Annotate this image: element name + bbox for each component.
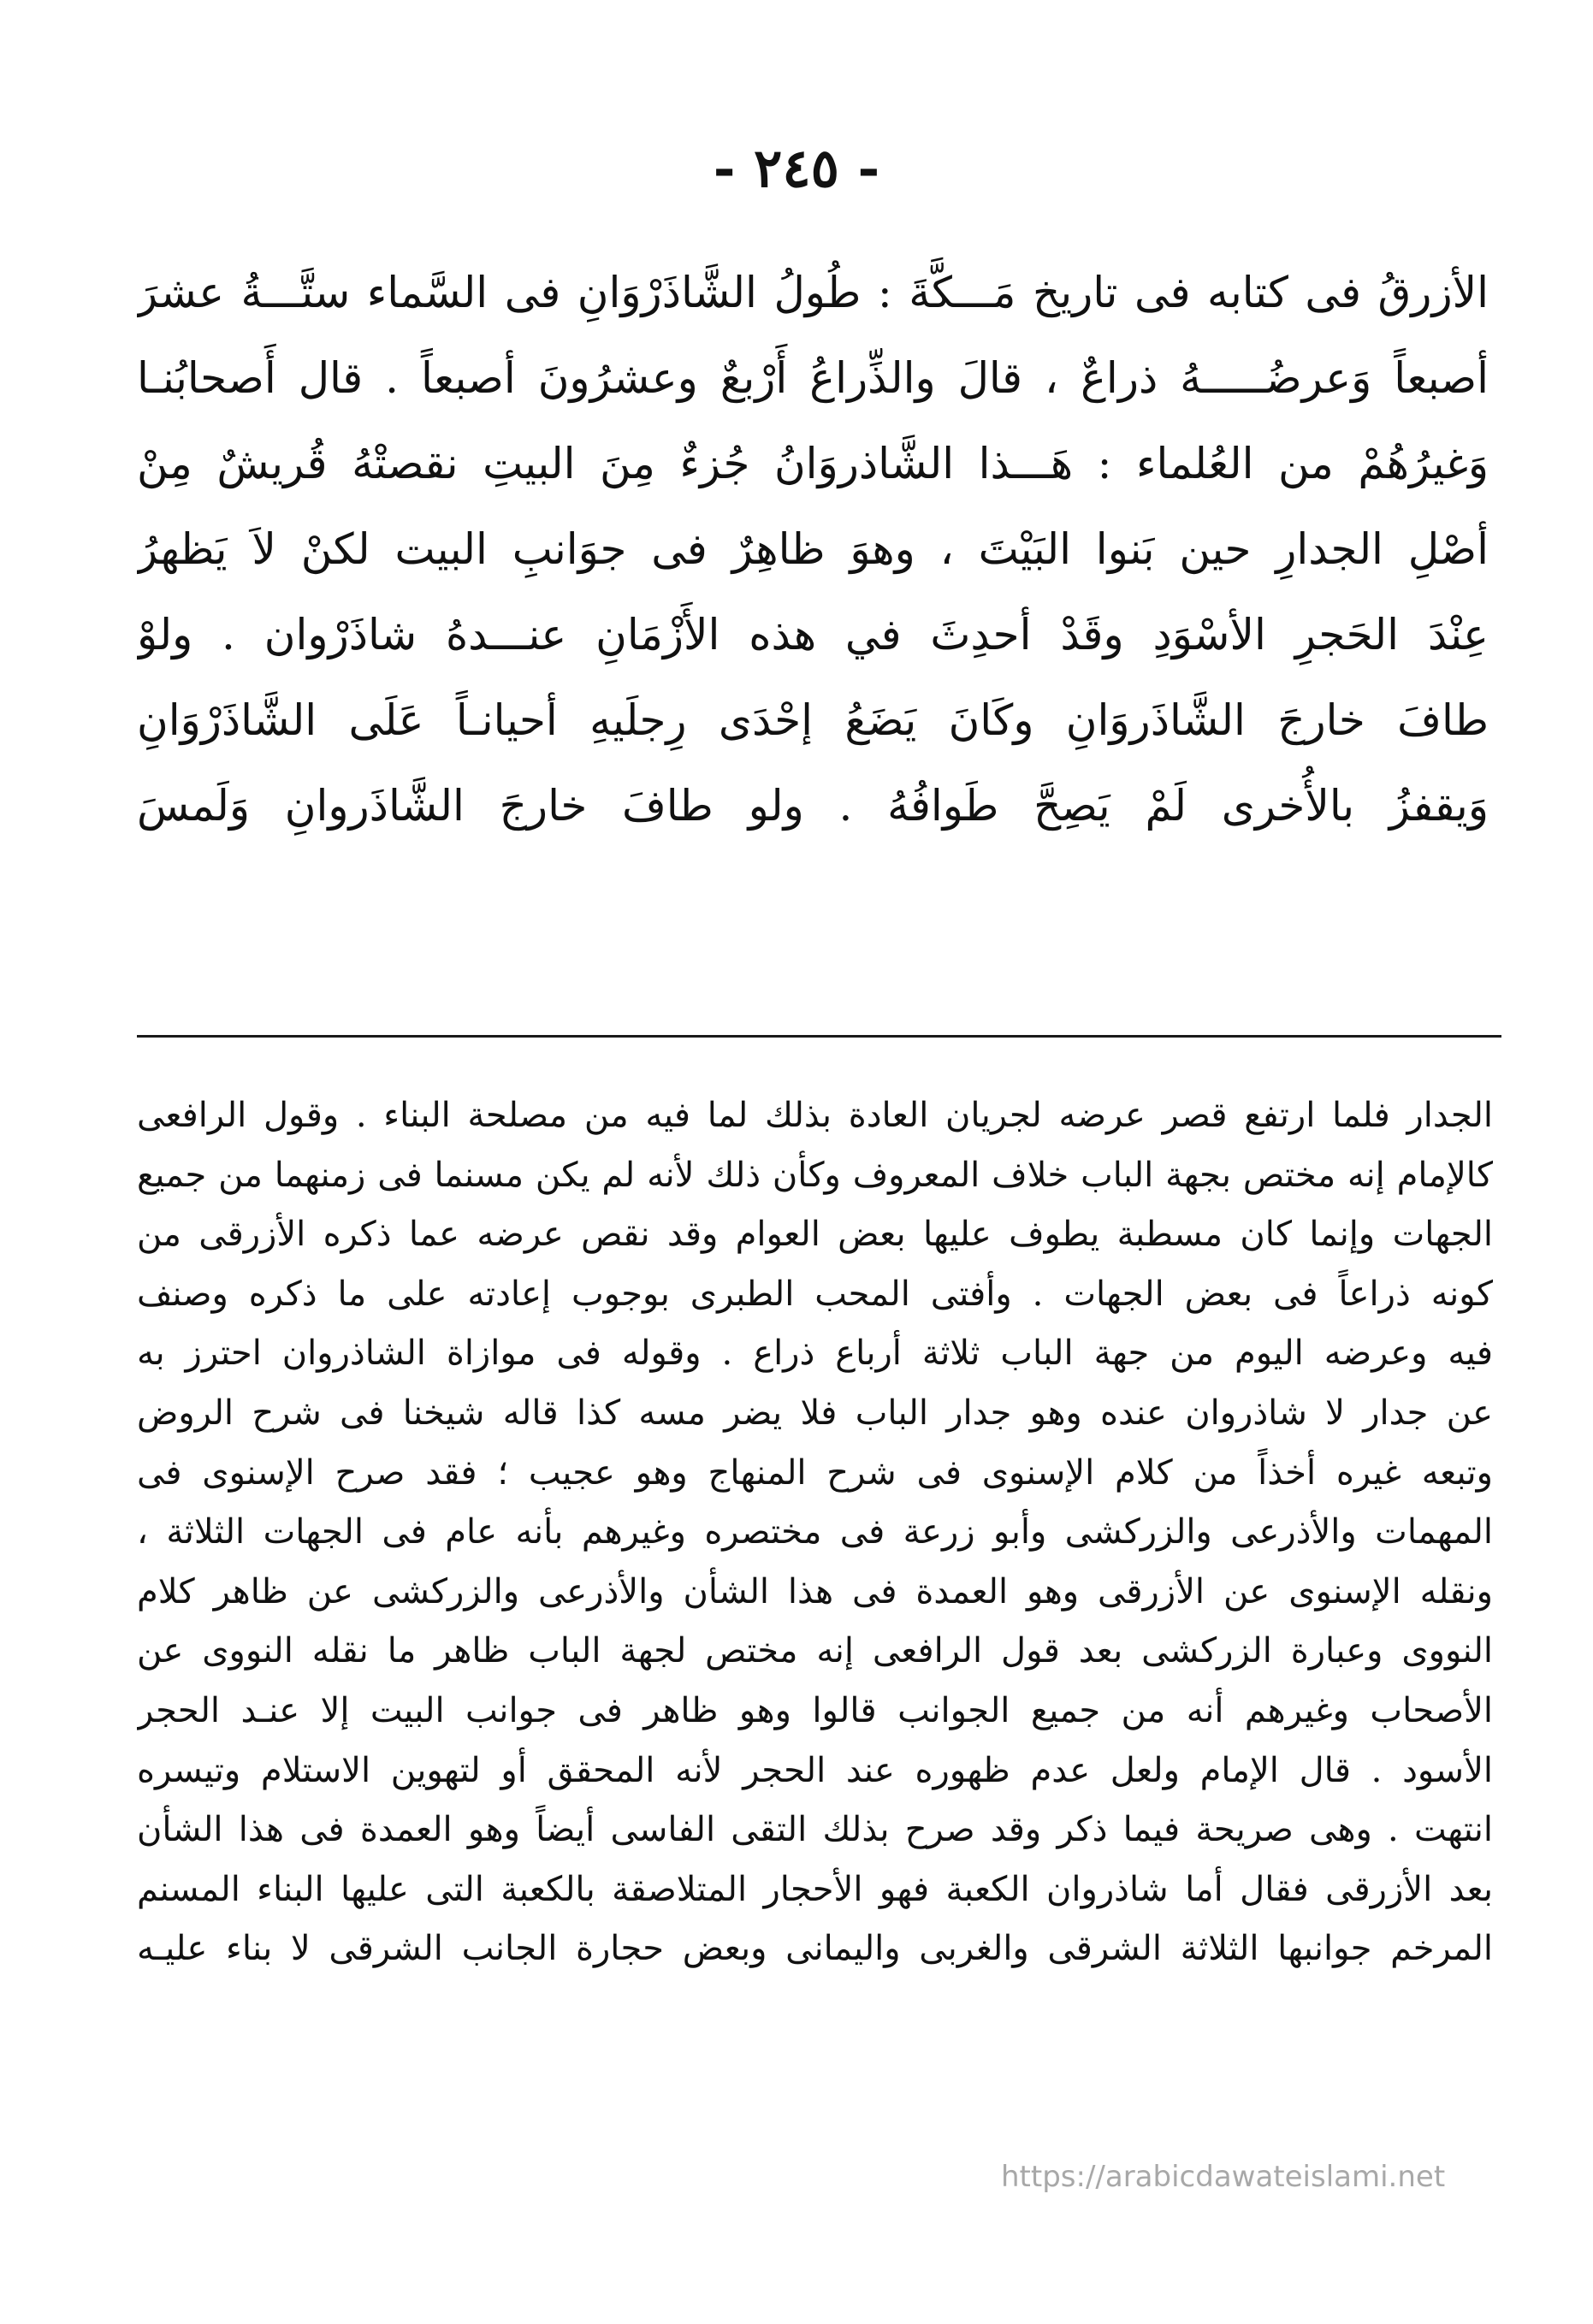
page-number: - ٢٤٥ -: [713, 137, 880, 199]
main-text-line: أصبعاً وَعرضُـــــهُ ذراعٌ ، قالَ والذِّراعُ أَرْبعٌ وعشرُونَ أصبعاً . قال أَصحابُنـا: [137, 353, 1489, 403]
footnote-line: الجهات وإنما كان مسطبة يطوف عليها بعض العوام وقد نقص عرضه عما ذكره الأزرقى من: [137, 1215, 1493, 1255]
main-text-line: طافَ خارجَ الشَّاذَروَانِ وكَانَ يَضَعُ إحْدَى رِجلَيهِ أحيانـاً عَلَى الشَّاذَرْوَانِ: [137, 695, 1489, 745]
footnote-line: بعد الأزرقى فقال أما شاذروان الكعبة فهو الأحجار المتلاصقة بالكعبة التى عليها البناء المسنم: [137, 1869, 1493, 1909]
footnote-line: المرخم جوانبها الثلاثة الشرقى والغربى واليمانى وبعض حجارة الجانب الشرقى لا بناء عليـه: [137, 1929, 1493, 1969]
footnote-line: ونقله الإسنوى عن الأزرقى وهو العمدة فى هذا الشأن والأذرعى والزركشى عن ظاهر كلام: [137, 1571, 1493, 1611]
footnote-line: فيه وعرضه اليوم من جهة الباب ثلاثة أرباع ذراع . وقوله فى موازاة الشاذروان احترز به: [137, 1333, 1493, 1374]
main-text-line: أصْلِ الجدارِ حين بَنوا البَيْتَ ، وهوَ ظاهِرٌ فى جوَانبِ البيت لكنْ لاَ يَظهرُ: [137, 524, 1489, 574]
footnote-line: كالإمام إنه مختص بجهة الباب خلاف المعروف وكأن ذلك لأنه لم يكن مسنما فى زمنهما من جميع: [137, 1155, 1493, 1195]
footnote-line: وتبعه غيره أخذاً من كلام الإسنوى فى شرح المنهاج وهو عجيب ؛ فقد صرح الإسنوى فى: [137, 1452, 1493, 1493]
main-text-line: وَيقفزُ بالأُخرى لَمْ يَصِحَّ طَوافُهُ . ولو طافَ خارجَ الشَّاذَروانِ وَلَمسَ: [137, 781, 1489, 831]
main-text-line: الأزرقُ فى كتابه فى تاريخ مَـــكَّةَ : طُولُ الشَّاذَرْوَانِ فى السَّماء ستَّـــةُ عشرَ: [137, 268, 1489, 317]
footnote-line: الجدار فلما ارتفع قصر عرضه لجريان العادة بذلك لما فيه من مصلحة البناء . وقول الرافعى: [137, 1096, 1493, 1135]
watermark-url: https://arabicdawateislami.net: [1001, 2160, 1446, 2194]
main-text-line: وَغيرُهُمْ من العُلماء : هَـــذا الشَّاذروَانُ جُزءٌ مِنَ البيتِ نقصتْهُ قُريشٌ مِنْ: [137, 439, 1489, 488]
footnote-line: عن جدار لا شاذروان عنده وهو جدار الباب فلا يضر مسه كذا قاله شيخنا فى شرح الروض: [137, 1393, 1493, 1433]
footnote-line: الأصحاب وغيرهم أنه من جميع الجوانب قالوا وهو ظاهر فى جوانب البيت إلا عنـد الحجر: [137, 1690, 1493, 1730]
footnote-divider: [137, 1035, 1501, 1038]
footnote-line: النووى وعبارة الزركشى بعد قول الرافعى إنه مختص لجهة الباب ظاهر ما نقله النووى عن: [137, 1631, 1493, 1671]
footnote-line: الأسود . قال الإمام ولعل عدم ظهوره عند الحجر لأنه المحقق أو لتهوين الاستلام وتيسره: [137, 1750, 1493, 1790]
main-text-line: عِنْدَ الحَجرِ الأسْوَدِ وقَدْ أحدِثَ في هذه الأَزْمَانِ عنـــدهُ شاذَرْوان . ولوْ: [137, 610, 1489, 659]
footnote-line: انتهت . وهى صريحة فيما ذكر وقد صرح بذلك التقى الفاسى أيضاً وهو العمدة فى هذا الشأن: [137, 1810, 1493, 1850]
footnotes-block: [137, 1086, 1493, 1979]
main-text-block: [137, 250, 1489, 849]
footnote-line: كونه ذراعاً فى بعض الجهات . وأفتى المحب الطبرى بوجوب إعادته على ما ذكره وصنف: [137, 1274, 1493, 1314]
footnote-line: المهمات والأذرعى والزركشى وأبو زرعة فى مختصره وغيرهم بأنه عام فى الجهات الثلاثة ،: [137, 1512, 1493, 1552]
